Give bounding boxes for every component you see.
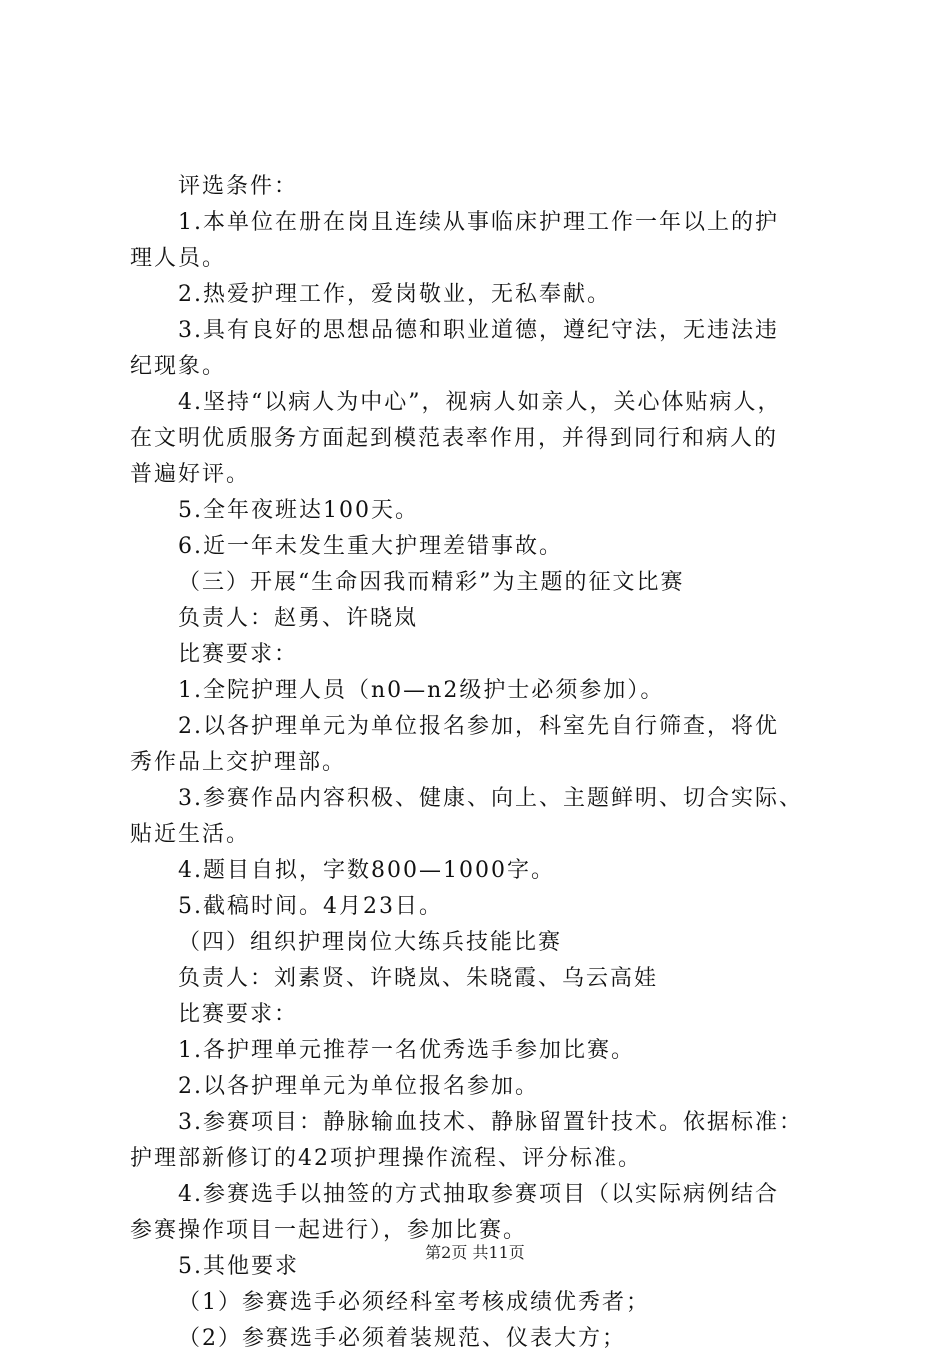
page-footer: 第2页 共11页	[425, 1243, 525, 1262]
section-heading: （四）组织护理岗位大练兵技能比赛	[178, 930, 563, 955]
text-line: 评选条件：	[178, 174, 299, 199]
text-line: 负责人：赵勇、许晓岚	[178, 606, 419, 631]
text-line: 5.全年夜班达100天。	[178, 498, 419, 523]
text-line: 2.热爱护理工作，爱岗敬业，无私奉献。	[178, 282, 611, 307]
text-line: 纪现象。	[130, 354, 227, 379]
text-line: 4.参赛选手以抽签的方式抽取参赛项目（以实际病例结合	[178, 1182, 779, 1207]
text-line: 贴近生活。	[130, 822, 251, 847]
text-line: 3.参赛项目：静脉输血技术、静脉留置针技术。依据标准：	[178, 1110, 803, 1135]
text-line: 1.全院护理人员（n0—n2级护士必须参加）。	[178, 678, 665, 703]
text-line: 3.具有良好的思想品德和职业道德，遵纪守法，无违法违	[178, 318, 779, 343]
text-line: 5.截稿时间。4月23日。	[178, 894, 443, 919]
text-line: 秀作品上交护理部。	[130, 750, 347, 775]
section-heading: （三）开展“生命因我而精彩”为主题的征文比赛	[178, 570, 685, 595]
text-line: 普遍好评。	[130, 462, 251, 487]
text-line: 负责人：刘素贤、许晓岚、朱晓霞、乌云高娃	[178, 966, 659, 991]
text-line: 1.本单位在册在岗且连续从事临床护理工作一年以上的护	[178, 210, 779, 235]
text-line: 2.以各护理单元为单位报名参加。	[178, 1074, 539, 1099]
text-line: 参赛操作项目一起进行），参加比赛。	[130, 1218, 528, 1243]
text-line: 1.各护理单元推荐一名优秀选手参加比赛。	[178, 1038, 635, 1063]
text-line: 在文明优质服务方面起到模范表率作用，并得到同行和病人的	[130, 426, 779, 451]
text-line: 5.其他要求	[178, 1254, 299, 1279]
text-line: 比赛要求：	[178, 642, 299, 667]
text-line: 3.参赛作品内容积极、健康、向上、主题鲜明、切合实际、	[178, 786, 803, 811]
text-line: 比赛要求：	[178, 1002, 299, 1027]
text-line: 2.以各护理单元为单位报名参加，科室先自行筛查，将优	[178, 714, 779, 739]
text-line: （1）参赛选手必须经科室考核成绩优秀者；	[178, 1290, 650, 1315]
text-line: （2）参赛选手必须着装规范、仪表大方；	[178, 1326, 626, 1351]
text-line: 理人员。	[130, 246, 227, 271]
text-line: 护理部新修订的42项护理操作流程、评分标准。	[130, 1146, 642, 1171]
text-line: 4.坚持“以病人为中心”，视病人如亲人，关心体贴病人，	[178, 390, 782, 415]
text-line: 4.题目自拟，字数800—1000字。	[178, 858, 555, 883]
text-line: 6.近一年未发生重大护理差错事故。	[178, 534, 563, 559]
